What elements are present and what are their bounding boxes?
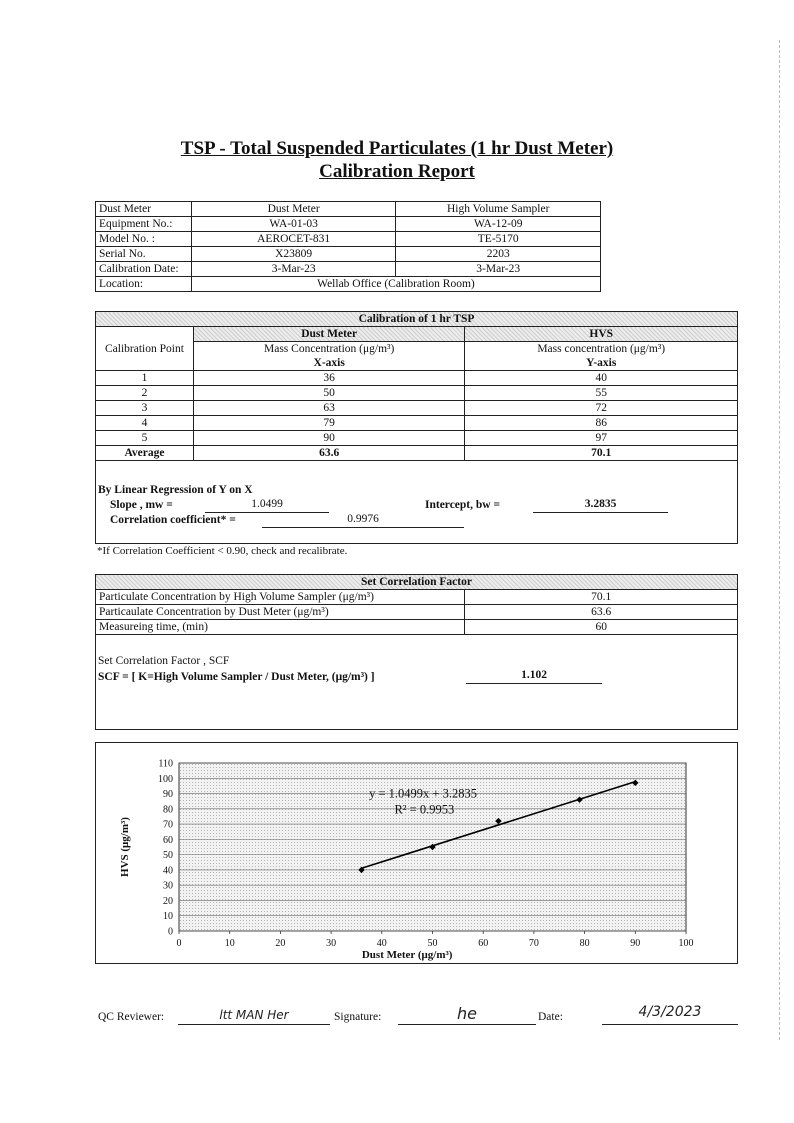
point-number: 5 [96, 431, 194, 446]
x-tick-label: 80 [579, 938, 590, 949]
date-value: 4/3/2023 [602, 1004, 738, 1025]
calibration-point-label: Calibration Point [96, 327, 194, 371]
row-label: Serial No. [96, 247, 192, 262]
hvs-conc-label: Mass concentration (μg/m³) [465, 342, 738, 357]
x-value: 90 [193, 431, 465, 446]
location-label: Location: [96, 277, 192, 292]
average-x: 63.6 [193, 446, 465, 461]
x-axis-title: Dust Meter (μg/m³) [361, 949, 453, 961]
equipment-header-cell: Dust Meter [191, 202, 396, 217]
scf-row-label: Measureing time, (min) [96, 620, 465, 635]
table-row [96, 620, 738, 635]
chart-frame [95, 742, 738, 964]
row-label: Model No. : [96, 232, 192, 247]
point-number: 3 [96, 401, 194, 416]
row-label: Calibration Date: [96, 262, 192, 277]
table-row [96, 371, 738, 386]
equipment-header-cell: High Volume Sampler [396, 202, 601, 217]
hvs-value: WA-12-09 [396, 217, 601, 232]
y-value: 72 [465, 401, 738, 416]
dust-meter-conc-label: Mass Concentration (μg/m³) [193, 342, 465, 357]
table-row [96, 401, 738, 416]
scf-row-label: Particulate Concentration by High Volume Sampler (μg/m³) [96, 590, 465, 605]
x-value: 79 [193, 416, 465, 431]
regression-title: By Linear Regression of Y on X [98, 484, 253, 496]
y-tick-label: 50 [163, 850, 173, 862]
hvs-value: 2203 [396, 247, 601, 262]
slope-value: 1.0499 [205, 498, 329, 513]
scf-table [95, 574, 738, 635]
table-row [96, 605, 738, 620]
average-row [96, 446, 738, 461]
equipment-header-cell: Dust Meter [96, 202, 192, 217]
dust-meter-value: AEROCET-831 [191, 232, 396, 247]
y-axis-title: HVS (μg/m³) [119, 817, 131, 877]
x-tick-label: 30 [326, 938, 337, 949]
hvs-value: TE-5170 [396, 232, 601, 247]
dust-meter-header: Dust Meter [193, 327, 465, 342]
signature-value: he [398, 1004, 536, 1025]
y-tick-label: 0 [168, 926, 173, 938]
location-value: Wellab Office (Calibration Room) [191, 277, 600, 292]
table-row [96, 416, 738, 431]
y-tick-label: 30 [163, 880, 173, 892]
x-tick-labels [177, 938, 694, 949]
report-title: TSP - Total Suspended Particulates (1 hr Dust Meter) [180, 138, 614, 159]
qc-reviewer-value: ltt MAN Her [178, 1008, 330, 1025]
y-value: 86 [465, 416, 738, 431]
slope-label: Slope , mw = [110, 499, 173, 511]
x-tick-label: 70 [528, 938, 539, 949]
hvs-value: 3-Mar-23 [396, 262, 601, 277]
y-tick-label: 10 [163, 911, 173, 923]
dust-meter-value: WA-01-03 [191, 217, 396, 232]
y-value: 97 [465, 431, 738, 446]
y-tick-label: 80 [163, 804, 173, 816]
intercept-label: Intercept, bw = [425, 499, 501, 511]
table-row [96, 386, 738, 401]
r-squared-label: R² = 0.9953 [394, 802, 455, 817]
x-tick-label: 90 [630, 938, 641, 949]
average-y: 70.1 [465, 446, 738, 461]
y-value: 40 [465, 371, 738, 386]
scf-value: 1.102 [466, 669, 602, 684]
y-tick-label: 40 [163, 865, 173, 877]
x-tick-label: 0 [176, 938, 182, 949]
scf-row-value: 70.1 [465, 590, 738, 605]
x-tick-label: 60 [478, 938, 489, 949]
y-tick-label: 20 [163, 895, 173, 907]
y-value: 55 [465, 386, 738, 401]
x-tick-label: 20 [275, 938, 286, 949]
scf-factor-label: Set Correlation Factor , SCF [98, 655, 230, 667]
y-tick-label: 90 [163, 789, 173, 801]
point-number: 2 [96, 386, 194, 401]
y-tick-label: 70 [163, 819, 173, 831]
equipment-header-row [96, 202, 601, 217]
intercept-value: 3.2835 [533, 498, 668, 513]
x-value: 50 [193, 386, 465, 401]
table-row [96, 431, 738, 446]
x-tick-label: 50 [427, 938, 438, 949]
x-tick-label: 40 [376, 938, 387, 949]
y-tick-label: 60 [163, 834, 173, 846]
signature-label: Signature: [334, 1011, 382, 1023]
footnote: *If Correlation Coefficient < 0.90, check and recalibrate. [97, 545, 348, 557]
report-subtitle: Calibration Report [319, 161, 475, 182]
calibration-header: Calibration of 1 hr TSP [96, 312, 738, 327]
table-row [96, 590, 738, 605]
dust-meter-value: 3-Mar-23 [191, 262, 396, 277]
qc-reviewer-label: QC Reviewer: [98, 1011, 165, 1023]
table-row [96, 262, 601, 277]
point-number: 4 [96, 416, 194, 431]
x-value: 63 [193, 401, 465, 416]
y-tick-label: 110 [158, 758, 173, 770]
hvs-header: HVS [465, 327, 738, 342]
x-tick-label: 100 [678, 938, 694, 949]
correlation-value: 0.9976 [262, 513, 464, 528]
calibration-table [95, 311, 738, 461]
table-row [96, 277, 601, 292]
scf-row-label: Particaulate Concentration by Dust Meter (μg/m³) [96, 605, 465, 620]
row-label: Equipment No.: [96, 217, 192, 232]
scf-row-value: 60 [465, 620, 738, 635]
scf-header: Set Correlation Factor [96, 575, 738, 590]
point-number: 1 [96, 371, 194, 386]
scf-formula-label: SCF = [ K=High Volume Sampler / Dust Meter, (μg/m³) ] [98, 671, 375, 683]
trendline-equation: y = 1.0499x + 3.2835 [369, 786, 477, 801]
x-value: 36 [193, 371, 465, 386]
table-row [96, 217, 601, 232]
x-axis-label: X-axis [193, 356, 465, 371]
page-edge-line [779, 40, 780, 1040]
calibration-chart [96, 743, 737, 963]
equipment-table [95, 201, 601, 292]
table-row [96, 247, 601, 262]
scf-row-value: 63.6 [465, 605, 738, 620]
table-row [96, 232, 601, 247]
y-axis-label: Y-axis [465, 356, 738, 371]
average-label: Average [96, 446, 194, 461]
y-tick-labels [158, 759, 173, 938]
dust-meter-value: X23809 [191, 247, 396, 262]
date-label: Date: [538, 1011, 563, 1023]
x-tick-label: 10 [224, 938, 235, 949]
y-tick-label: 100 [158, 773, 173, 785]
correlation-label: Correlation coefficient* = [110, 514, 236, 526]
